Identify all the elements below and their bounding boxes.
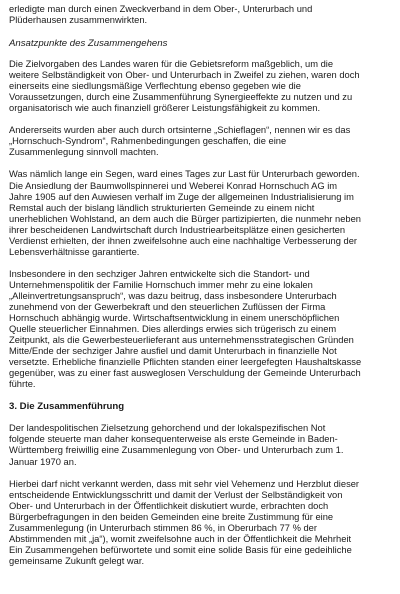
paragraph-zielvorgaben: Die Zielvorgaben des Landes waren für die Gebietsreform maßgeblich, um die weitere Selbständigkeit von Ober- und Unterurbach in Zweifel zu ziehen, waren doch einerseits eine siedlungsmäßige Verflechtung ebenso gegeben wie die Voraussetzungen, durch eine Zusammenführung Synergieeffekte zu nutzen und zu organisatorisch wie auch finanziell größerer Leistungsfähigkeit zu kommen. xyxy=(9,59,360,114)
paragraph-buergerbefragung: Hierbei darf nicht verkannt werden, dass mit sehr viel Vehemenz und Herzblut dieser entscheidende Entwicklungsschritt und damit der Verlust der Selbständigkeit von Ober- und Unterurbach in der Öffentlichkeit diskutiert wurde, erbrachten doch Bürgerbefragungen in den beiden Gemeinden eine breite Zustimmung für eine Zusammenlegung (in Unterurbach stimmen 86 %, in Oberurbach 77 % der Abstimmenden mit „ja“), womit zweifelsohne auch in der Öffentlichkeit die Mehrheit Ein Zusammengehen befürwortete und somit eine solide Basis für eine gedeihliche gemeinsame Zukunft gelegt war. xyxy=(9,478,360,566)
paragraph-sechziger-jahre: Insbesondere in den sechziger Jahren entwickelte sich die Standort- und Unternehmenspolitik der Familie Hornschuch immer mehr zu eine lokalen „Alleinvertretungsanspruch“, was dazu beitrug, dass insbesondere Unterurbach zunehmend von der Gewerbekraft und den steuerlichen Zuflüssen der Firma Hornschuch abhängig wurde. Wirtschaftsentwicklung in einem unerschöpflichen Quelle steuerlicher Einnahmen. Dies allerdings erwies sich trügerisch zu einem Zeitpunkt, als die Gewerbesteuerlieferant aus unternehmensstrategischen Gründen Mitte/Ende der sechziger Jahre ausfiel und damit Unterurbach in finanzielle Not versetzte. Erhebliche finanzielle Pflichten standen einer leergefegten Haushaltskasse gegenüber, was zu einer fast ausweglosen Verschuldung der Gemeinde Unterurbach führte. xyxy=(9,268,362,390)
section-heading-zusammenfuehrung: 3. Die Zusammenführung xyxy=(9,401,125,413)
subheading-ansatzpunkte: Ansatzpunkte des Zusammengehens xyxy=(9,38,168,50)
paragraph-schieflagen: Andererseits wurden aber auch durch ortsinterne „Schieflagen“, nennen wir es das „Hornschuch-Syndrom“, Rahmenbedingungen geschaffen, die eine Zusammenlegung sinnvoll machten. xyxy=(9,125,351,158)
paragraph-intro-continuation: erledigte man durch einen Zweckverband in dem Ober-, Unterurbach und Plüderhausen zusammenwirkten. xyxy=(9,4,313,26)
paragraph-hornschuch-ansiedlung: Was nämlich lange ein Segen, ward eines Tages zur Last für Unterurbach geworden. Die Ansiedlung der Baumwollspinnerei und Weberei Konrad Hornschuch AG im Jahre 1905 auf den Auwiesen verhalf im Zuge der allgemeinen Industrialisierung im Remstal auch der bislang ländlich strukturierten Gemeinde zu einem nicht unerheblichen Wohlstand, an dem auch die Bürger partizipierten, die nunmehr neben ihrer bescheidenen Landwirtschaft durch Industriearbeitsplätze einen gesicherten Verdienst erhielten, der ihnen zweifelsohne auch eine nachhaltige Verbesserung der Lebensverhältnisse garantierte. xyxy=(9,169,362,257)
paragraph-landespolitik: Der landespolitischen Zielsetzung gehorchend und der lokalspezifischen Not folgende steuerte man daher konsequenterweise als erste Gemeinde in Baden- Württemberg freiwillig eine Zusammenlegung von Ober- und Unterurbach zum 1. Januar 1970 an. xyxy=(9,423,344,467)
document-page xyxy=(9,4,393,578)
